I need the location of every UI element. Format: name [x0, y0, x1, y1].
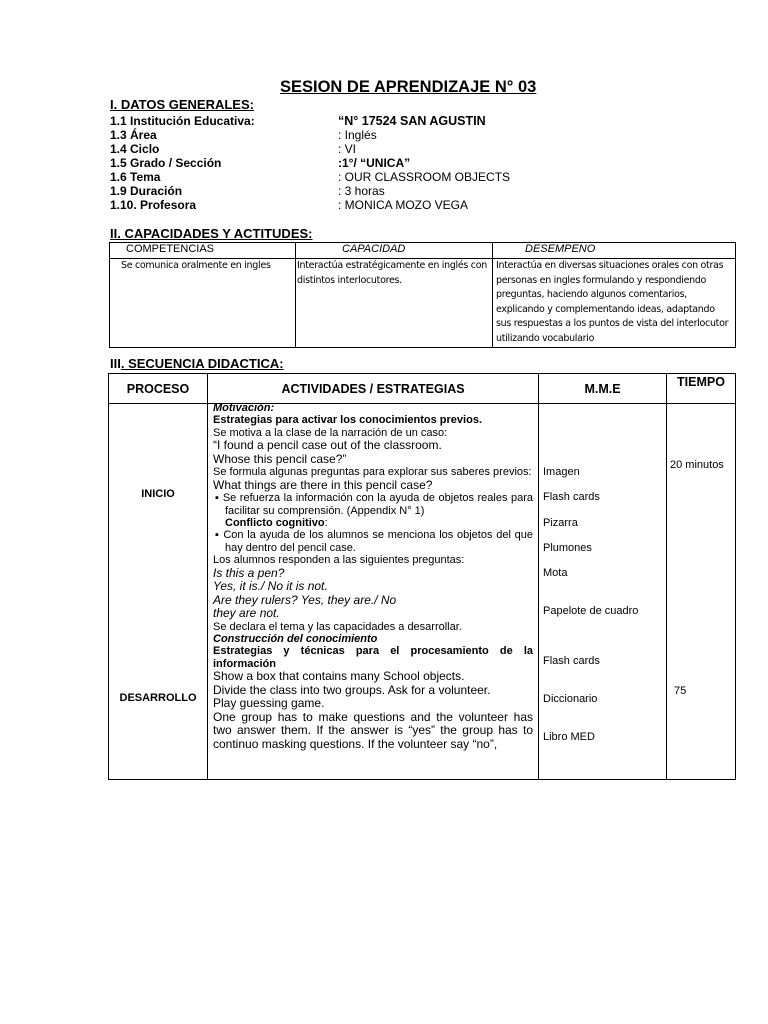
proceso-desarrollo: DESARROLLO — [119, 692, 197, 704]
proceso-cell — [109, 404, 208, 780]
tiempo-inicio: 20 minutos — [670, 459, 724, 471]
mme-item: Diccionario — [543, 693, 598, 705]
section-3-heading — [110, 356, 284, 371]
capacidad-cell: Interactúa estratégicamente en inglés con distintos interlocutores. — [296, 259, 493, 348]
general-value: : VI — [338, 142, 357, 156]
general-value: : MONICA MOZO VEGA — [338, 198, 469, 212]
activity-bullet: ▪ Se refuerza la información con la ayuda de objetos reales para facilitar su comprensión. (Appendix N° 1) — [215, 492, 533, 517]
mme-item: Mota — [543, 567, 568, 579]
mme-item: Libro MED — [543, 731, 595, 743]
mme-cell — [539, 404, 667, 780]
mme-item: Pizarra — [543, 517, 578, 529]
general-label: 1.1 Institución Educativa: — [110, 114, 255, 128]
capacidades-table — [109, 242, 736, 348]
header-proceso: PROCESO — [109, 374, 208, 404]
activity-line: Estrategias para activar los conocimientos previos. — [213, 414, 482, 427]
activity-line: Estrategias y técnicas para el procesamiento de la información — [213, 645, 533, 670]
activity-line: Se motiva a la clase de la narración de un caso: — [213, 426, 448, 439]
section-1-heading: I. DATOS GENERALES: — [110, 97, 254, 112]
conflicto-colon: : — [324, 516, 328, 529]
activity-line: Whose this pencil case?” — [213, 451, 347, 466]
tiempo-cell — [667, 404, 736, 780]
mme-item: Flash cards — [543, 491, 600, 503]
activity-line: Los alumnos responden a las siguientes preguntas: — [213, 554, 465, 567]
general-label: 1.9 Duración — [110, 184, 183, 198]
competencia-cell: Se comunica oralmente en ingles — [110, 259, 296, 348]
activity-line: “I found a pencil case out of the classroom. — [213, 438, 442, 453]
activity-line: Divide the class into two groups. Ask for a volunteer. — [213, 682, 491, 697]
header-mme: M.M.E — [539, 374, 667, 404]
general-label: 1.3 Área — [110, 128, 157, 142]
secuencia-table — [108, 373, 736, 780]
activity-line: Are they rulers? Yes, they are./ No — [213, 592, 397, 607]
activity-line: they are not. — [213, 606, 280, 621]
general-value: :1°/ “UNICA” — [338, 156, 411, 170]
activity-line: Motivación: — [213, 402, 275, 414]
activity-bullet: ▪ Con la ayuda de los alumnos se menciona los objetos del que hay dentro del pencil case. — [215, 529, 533, 554]
header-actividades: ACTIVIDADES / ESTRATEGIAS — [208, 374, 539, 404]
tiempo-desarrollo: 75 — [674, 685, 687, 697]
mme-item: Flash cards — [543, 655, 600, 667]
general-label: 1.5 Grado / Sección — [110, 156, 222, 170]
general-value: : Inglés — [338, 128, 377, 142]
section-3-heading-prefix: III — [110, 356, 121, 371]
proceso-inicio: INICIO — [141, 488, 175, 500]
header-desempeno: DESEMPENO — [493, 243, 736, 259]
desempeno-cell: Interactúa en diversas situaciones orales con otras personas en ingles formulando y respondiendo preguntas, haciendo algunos comentarios, explicando y complementando ideas, adaptando sus respuestas a los puntos de vista del interlocutor utilizando vocabulario — [493, 259, 736, 348]
general-value: : 3 horas — [338, 184, 385, 198]
activity-line: Se formula algunas preguntas para explorar sus saberes previos: — [213, 466, 532, 479]
activity-line: What things are there in this pencil case? — [213, 477, 433, 492]
activity-line: Is this a pen? — [213, 565, 285, 580]
activity-line: Show a box that contains many School objects. — [213, 669, 465, 684]
activity-bullet-text: Con la ayuda de los alumnos se menciona los objetos del que hay dentro del pencil case. — [223, 529, 533, 554]
general-label: 1.10. Profesora — [110, 198, 197, 212]
activities-text — [209, 402, 537, 751]
activity-line: One group has to make questions and the volunteer has two answer them. If the answer is “yes” the group has to continuo masking questions. If the volunteer say “no”, — [213, 709, 533, 751]
activity-line — [213, 517, 533, 529]
actividades-cell — [208, 404, 539, 780]
activity-line: Construcción del conocimiento — [213, 632, 378, 645]
section-2-heading: II. CAPACIDADES Y ACTITUDES: — [110, 226, 313, 241]
activity-line: Yes, it is./ No it is not. — [213, 579, 328, 594]
header-tiempo: TIEMPO — [667, 374, 736, 404]
header-capacidad: CAPACIDAD — [296, 243, 493, 259]
general-value: : OUR CLASSROOM OBJECTS — [338, 170, 511, 184]
activity-line: Play guessing game. — [213, 696, 325, 711]
section-3-heading-text: . SECUENCIA DIDACTICA: — [120, 356, 284, 371]
activity-line: Se declara el tema y las capacidades a desarrollar. — [213, 620, 462, 633]
conflicto-label: Conflicto cognitivo — [225, 516, 325, 529]
mme-item: Plumones — [543, 542, 592, 554]
mme-item: Imagen — [543, 466, 580, 478]
document-title: SESION DE APRENDIZAJE N° 03 — [280, 78, 537, 96]
mme-item: Papelote de cuadro — [543, 605, 639, 617]
general-label: 1.6 Tema — [110, 170, 161, 184]
general-value: “N° 17524 SAN AGUSTIN — [338, 114, 486, 128]
header-competencias: COMPETENCIAS — [110, 243, 296, 259]
activity-bullet-text: Se refuerza la información con la ayuda de objetos reales para facilitar su comprensión. (Appendix N° 1) — [222, 492, 533, 517]
general-label: 1.4 Ciclo — [110, 142, 160, 156]
